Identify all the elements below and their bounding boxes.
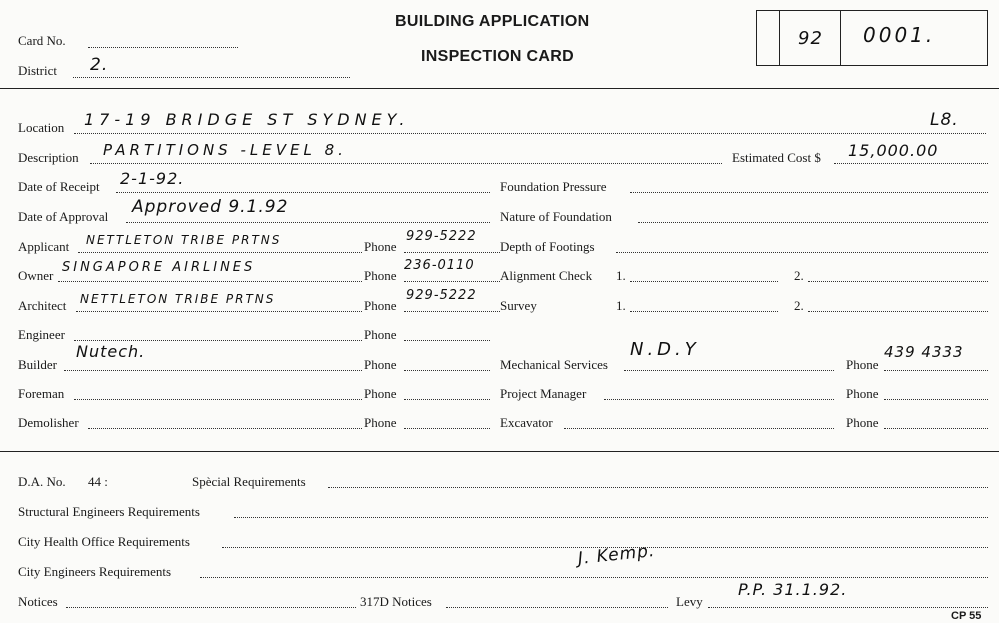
depth-footings-label: Depth of Footings	[500, 239, 595, 254]
location-value: 17-19 BRIDGE ST SYDNEY.	[84, 110, 410, 129]
da-number-value: 44 :	[88, 474, 108, 489]
demolisher-line	[88, 428, 362, 429]
estimated-cost-label: Estimated Cost $	[732, 150, 821, 165]
survey-1-label: 1.	[616, 298, 626, 313]
mechanical-phone-label: Phone	[846, 357, 879, 372]
builder-phone-line	[404, 370, 490, 371]
survey-label: Survey	[500, 298, 537, 313]
card-number-divider	[840, 10, 841, 66]
card-title-line2: INSPECTION CARD	[421, 48, 574, 65]
owner-line	[58, 281, 362, 282]
city-engineers-line	[200, 577, 988, 578]
survey-2-label: 2.	[794, 298, 804, 313]
description-line	[90, 163, 722, 164]
nature-foundation-line	[638, 222, 988, 223]
notices-317d-label: 317D Notices	[360, 594, 432, 609]
form-code: CP 55	[951, 610, 982, 622]
section-rule	[0, 451, 999, 452]
location-line	[74, 133, 986, 134]
builder-phone-label: Phone	[364, 357, 397, 372]
applicant-label: Applicant	[18, 239, 70, 254]
excavator-phone-label: Phone	[846, 415, 879, 430]
special-requirements-line	[328, 487, 988, 488]
owner-label: Owner	[18, 268, 54, 283]
mechanical-phone-value: 439 4333	[884, 343, 964, 361]
foundation-pressure-label: Foundation Pressure	[500, 179, 607, 194]
district-label: District	[18, 63, 57, 78]
excavator-label: Excavator	[500, 415, 553, 430]
city-engineers-label: City Engineers Requirements	[18, 564, 172, 579]
foreman-phone-label: Phone	[364, 386, 397, 401]
date-approval-line	[126, 222, 490, 223]
foreman-line	[74, 399, 362, 400]
structural-requirements-label: Structural Engineers Requirements	[18, 504, 200, 519]
owner-value: SINGAPORE AIRLINES	[62, 260, 256, 275]
levy-value: P.P. 31.1.92.	[738, 580, 848, 599]
foreman-label: Foreman	[18, 386, 65, 401]
mechanical-services-label: Mechanical Services	[500, 357, 608, 372]
depth-footings-line	[616, 252, 988, 253]
applicant-phone-value: 929-5222	[406, 229, 477, 244]
alignment-check-2-line	[808, 281, 988, 282]
builder-value: Nutech.	[76, 342, 146, 361]
da-number-label: D.A. No.	[18, 474, 66, 489]
project-manager-phone-label: Phone	[846, 386, 879, 401]
notices-317d-line	[446, 607, 668, 608]
demolisher-phone-label: Phone	[364, 415, 397, 430]
architect-value: NETTLETON TRIBE PRTNS	[80, 292, 276, 306]
engineer-line	[74, 340, 362, 341]
health-signature: J. Kemp.	[576, 540, 657, 569]
excavator-line	[564, 428, 834, 429]
location-level: L8.	[930, 110, 959, 130]
date-receipt-label: Date of Receipt	[18, 179, 100, 194]
card-number-part2: 0001.	[863, 23, 936, 47]
owner-phone-line	[404, 281, 500, 282]
builder-label: Builder	[18, 357, 57, 372]
card-no-label: Card No.	[18, 33, 66, 48]
owner-phone-label: Phone	[364, 268, 397, 283]
applicant-phone-label: Phone	[364, 239, 397, 254]
applicant-line	[78, 252, 362, 253]
notices-line	[66, 607, 356, 608]
date-receipt-line	[116, 192, 490, 193]
description-value: PARTITIONS -LEVEL 8.	[103, 141, 347, 159]
architect-label: Architect	[18, 298, 67, 313]
engineer-phone-line	[404, 340, 490, 341]
applicant-value: NETTLETON TRIBE PRTNS	[86, 233, 282, 247]
architect-phone-line	[404, 311, 500, 312]
architect-phone-value: 929-5222	[406, 288, 477, 303]
nature-foundation-label: Nature of Foundation	[500, 209, 612, 224]
mechanical-services-line	[624, 370, 834, 371]
alignment-check-1-label: 1.	[616, 268, 626, 283]
project-manager-phone-line	[884, 399, 988, 400]
demolisher-label: Demolisher	[18, 415, 79, 430]
notices-label: Notices	[18, 594, 58, 609]
engineer-label: Engineer	[18, 327, 65, 342]
date-receipt-value: 2-1-92.	[120, 169, 185, 188]
survey-2-line	[808, 311, 988, 312]
levy-line	[708, 607, 988, 608]
levy-label: Levy	[676, 594, 703, 609]
excavator-phone-line	[884, 428, 988, 429]
foreman-phone-line	[404, 399, 490, 400]
location-label: Location	[18, 120, 65, 135]
card-title-line1: BUILDING APPLICATION	[395, 13, 590, 30]
demolisher-phone-line	[404, 428, 490, 429]
architect-phone-label: Phone	[364, 298, 397, 313]
district-value: 2.	[90, 55, 109, 75]
alignment-check-2-label: 2.	[794, 268, 804, 283]
health-requirements-label: City Health Office Requirements	[18, 534, 190, 549]
alignment-check-1-line	[630, 281, 778, 282]
description-label: Description	[18, 150, 79, 165]
architect-line	[76, 311, 362, 312]
card-no-line	[88, 47, 238, 48]
structural-requirements-line	[234, 517, 988, 518]
district-line	[73, 77, 350, 78]
special-requirements-label: Spècial Requirements	[192, 474, 306, 489]
header-rule	[0, 88, 999, 89]
project-manager-label: Project Manager	[500, 386, 587, 401]
date-approval-label: Date of Approval	[18, 209, 109, 224]
applicant-phone-line	[404, 252, 500, 253]
mechanical-phone-line	[884, 370, 988, 371]
foundation-pressure-line	[630, 192, 988, 193]
project-manager-line	[604, 399, 834, 400]
alignment-check-label: Alignment Check	[500, 268, 593, 283]
owner-phone-value: 236-0110	[404, 258, 475, 273]
estimated-cost-line	[834, 163, 988, 164]
card-number-divider	[779, 10, 780, 66]
estimated-cost-value: 15,000.00	[848, 141, 939, 160]
engineer-phone-label: Phone	[364, 327, 397, 342]
date-approval-value: Approved 9.1.92	[132, 197, 289, 217]
builder-line	[64, 370, 362, 371]
survey-1-line	[630, 311, 778, 312]
card-number-part1: 92	[798, 28, 823, 49]
mechanical-services-value: N.D.Y	[630, 339, 700, 360]
